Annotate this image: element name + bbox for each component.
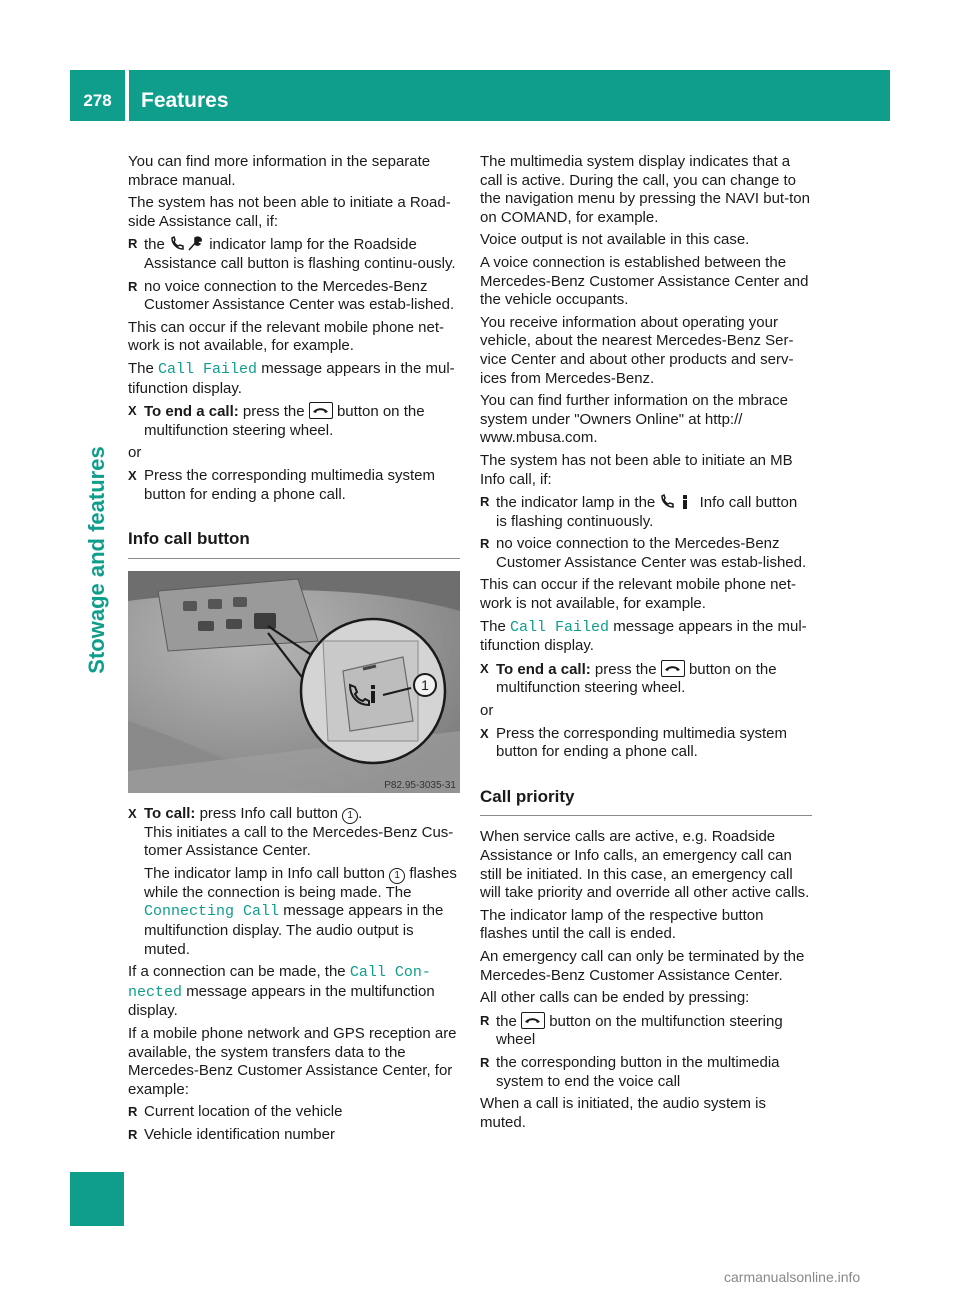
list-item: R no voice connection to the Mercedes-Benz Customer Assistance Center was estab-lished. xyxy=(480,535,812,572)
display-message: Call Failed xyxy=(158,360,258,378)
paragraph: or xyxy=(480,702,494,720)
subheading: Call priority xyxy=(480,788,812,817)
overhead-console-illustration xyxy=(128,571,460,793)
paragraph: You can find more information in the separate mbrace manual. xyxy=(128,153,431,189)
figure-code: P82.95-3035-31 xyxy=(384,779,456,791)
callout-reference: 1 xyxy=(342,808,358,824)
paragraph: If a mobile phone network and GPS reception are available, the system transfers data to the Mercedes-Benz Customer Assistance Center, for example: xyxy=(128,1025,457,1098)
info-call-icon xyxy=(659,493,695,510)
paragraph: The system has not been able to initiate a Road-side Assistance call, if: xyxy=(128,194,451,230)
instruction-step: X To call: press Info call button 1 . This initiates a call to the Mercedes-Benz Cus-tomer Assistance Center. xyxy=(128,805,460,861)
list-item: R the button on the multifunction steering wheel xyxy=(480,1012,812,1050)
paragraph: The system has not been able to initiate an MB Info call, if: xyxy=(480,451,793,488)
paragraph: The Call Failed message appears in the mul-tifunction display. xyxy=(480,617,807,655)
step-detail: The indicator lamp in Info call button 1 flashes while the connection is being made. The Connecting Call message appears in the multifunction display. The audio output is muted. xyxy=(144,864,457,958)
paragraph: You receive information about operating your vehicle, about the nearest Mercedes-Benz Ser-vice Center and about other products and serv-ices from Mercedes-Benz. xyxy=(480,313,794,387)
watermark: carmanualsonline.info xyxy=(724,1269,861,1285)
display-message: Call Failed xyxy=(510,618,610,636)
paragraph: This can occur if the relevant mobile phone net-work is not available, for example. xyxy=(128,318,445,355)
paragraph: All other calls can be ended by pressing: xyxy=(480,989,750,1007)
paragraph: When a call is initiated, the audio system is muted. xyxy=(480,1095,766,1131)
hang-up-button-icon xyxy=(521,1012,545,1029)
left-column xyxy=(128,153,460,1149)
paragraph: When service calls are active, e.g. Roadside Assistance or Info calls, an emergency call can still be initiated. In this case, an emergency call will take priority and override all other active calls. xyxy=(480,828,810,902)
side-chapter-label: Stowage and features xyxy=(84,446,109,674)
instruction-step: X Press the corresponding multimedia system button for ending a phone call. xyxy=(480,725,812,762)
section-title: Features xyxy=(141,89,229,112)
side-chapter-tab xyxy=(70,1172,124,1226)
callout-number: 1 xyxy=(421,676,429,693)
list-item: R Vehicle identification number xyxy=(128,1126,460,1145)
list-item: R the indicator lamp in the Info call button is flashing continuously. xyxy=(480,493,812,531)
instruction-step: X Press the corresponding multimedia system button for ending a phone call. xyxy=(128,467,460,504)
info-call-button-photo xyxy=(128,571,460,793)
right-column xyxy=(480,153,812,1136)
display-message: Connecting Call xyxy=(144,903,280,921)
roadside-assistance-icon xyxy=(169,235,205,252)
paragraph: An emergency call can only be terminated by the Mercedes-Benz Customer Assistance Center. xyxy=(480,947,805,984)
page-number: 278 xyxy=(83,91,112,110)
list-item: R the indicator lamp for the Roadside Assistance call button is flashing continu-ously. xyxy=(128,235,460,273)
header-divider xyxy=(125,70,129,121)
list-item: R Current location of the vehicle xyxy=(128,1103,460,1122)
hang-up-button-icon xyxy=(309,402,333,419)
paragraph: You can find further information on the mbrace system under "Owners Online" at http:// www.mbusa.com. xyxy=(480,392,788,447)
list-item: R the corresponding button in the multimedia system to end the voice call xyxy=(480,1054,812,1091)
list-item: R no voice connection to the Mercedes-Benz Customer Assistance Center was estab-lished. xyxy=(128,278,460,315)
paragraph: If a connection can be made, the Call Con-nected message appears in the multifunction display. xyxy=(128,963,435,1020)
subheading: Info call button xyxy=(128,530,460,559)
paragraph: A voice connection is established between the Mercedes-Benz Customer Assistance Center and the vehicle occupants. xyxy=(480,253,809,309)
callout-reference: 1 xyxy=(389,868,405,884)
display-message: Call Con-nected xyxy=(128,964,431,1001)
instruction-step: X To end a call: press the button on the multifunction steering wheel. xyxy=(128,402,460,440)
paragraph: The Call Failed message appears in the mul-tifunction display. xyxy=(128,359,455,397)
paragraph: Voice output is not available in this case. xyxy=(480,231,750,249)
paragraph: The indicator lamp of the respective button flashes until the call is ended. xyxy=(480,906,764,943)
paragraph: or xyxy=(128,444,142,462)
instruction-step: X To end a call: press the button on the multifunction steering wheel. xyxy=(480,660,812,698)
hang-up-button-icon xyxy=(661,660,685,677)
paragraph: This can occur if the relevant mobile phone net-work is not available, for example. xyxy=(480,576,797,613)
paragraph: The multimedia system display indicates that a call is active. During the call, you can change to the navigation menu by pressing the NAVI but-ton on COMAND, for example. xyxy=(480,153,810,226)
